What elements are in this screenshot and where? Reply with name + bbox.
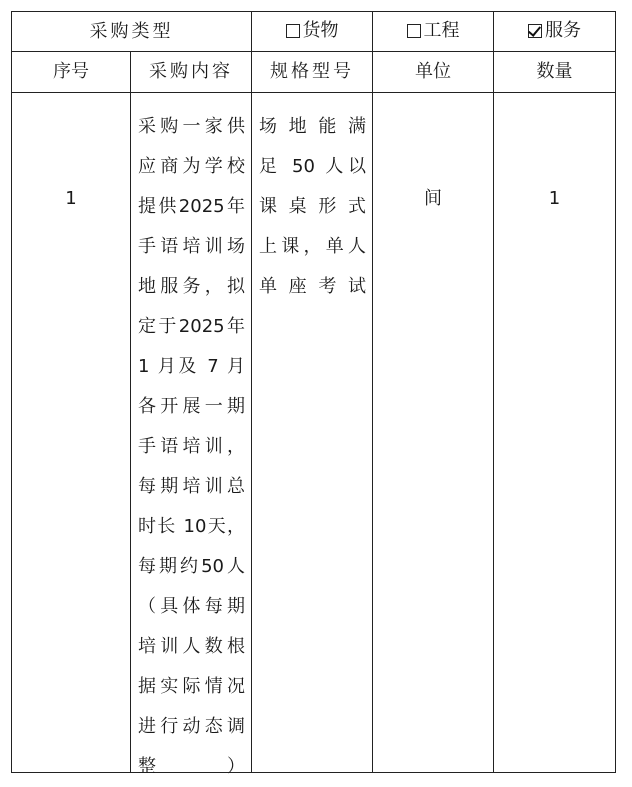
header-quantity-text: 数量	[536, 61, 573, 82]
procurement-type-label	[12, 12, 252, 52]
option-works-wrap[interactable]	[407, 21, 460, 41]
header-spec	[252, 52, 373, 93]
content-line: 地服务，拟	[138, 276, 245, 297]
header-spec-text: 规格型号	[270, 61, 354, 82]
header-unit	[373, 52, 494, 93]
content-line: 采购一家供	[138, 116, 245, 137]
header-content	[131, 52, 252, 93]
procurement-type-label-text: 采购类型	[89, 20, 174, 42]
row-index-value: 1	[65, 188, 77, 209]
option-goods[interactable]	[252, 12, 373, 52]
content-line: 提供2025年	[138, 196, 245, 217]
spec-text	[259, 107, 366, 307]
content-line: （具体每期	[138, 596, 245, 617]
header-unit-text: 单位	[415, 61, 451, 82]
cell-unit	[373, 93, 494, 773]
content-line: 应商为学校	[138, 156, 245, 177]
header-index-text: 序号	[53, 61, 89, 82]
column-header-row	[12, 52, 616, 93]
content-text	[138, 107, 245, 787]
content-line: 每期约50人	[138, 556, 245, 577]
procurement-type-row	[12, 12, 616, 52]
spec-line: 课桌形式	[259, 196, 366, 217]
table-row	[12, 93, 616, 773]
spec-line: 上课，单人	[259, 236, 366, 257]
procurement-table	[11, 11, 616, 777]
services-checkbox-checked-icon[interactable]	[528, 24, 542, 38]
goods-checkbox-icon[interactable]	[286, 24, 300, 38]
option-services-wrap[interactable]	[528, 21, 581, 41]
content-line: 每期培训总	[138, 476, 245, 497]
content-line: 定于2025年	[138, 316, 245, 337]
content-line: 1 月及 7 月	[138, 356, 245, 377]
content-line: 据实际情况	[138, 676, 245, 697]
option-services-label: 服务	[545, 19, 581, 41]
option-goods-label: 货物	[302, 19, 339, 41]
cell-quantity	[494, 93, 616, 773]
content-line: 手语培训场	[138, 236, 245, 257]
option-works-label: 工程	[423, 19, 460, 41]
cell-content	[131, 93, 252, 777]
option-services[interactable]	[494, 12, 616, 52]
quantity-value: 1	[548, 188, 561, 209]
header-quantity	[494, 52, 616, 93]
header-content-text: 采购内容	[149, 61, 233, 82]
content-line: 进行动态调	[138, 716, 245, 737]
content-line: 整）	[138, 756, 245, 777]
works-checkbox-icon[interactable]	[407, 24, 421, 38]
option-goods-wrap[interactable]	[286, 21, 339, 41]
header-index	[12, 52, 131, 93]
content-line: 时长 10天，	[138, 516, 245, 537]
spec-line: 场地能满	[259, 116, 366, 137]
content-line: 培训人数根	[138, 636, 245, 657]
spec-line: 足 50 人以	[259, 156, 366, 177]
content-line: 各开展一期	[138, 396, 245, 417]
cell-spec	[252, 93, 373, 773]
unit-value: 间	[424, 188, 442, 209]
content-line: 手语培训，	[138, 436, 245, 457]
spec-line: 单座考试	[259, 276, 366, 297]
option-works[interactable]	[373, 12, 494, 52]
cell-index	[12, 93, 131, 773]
